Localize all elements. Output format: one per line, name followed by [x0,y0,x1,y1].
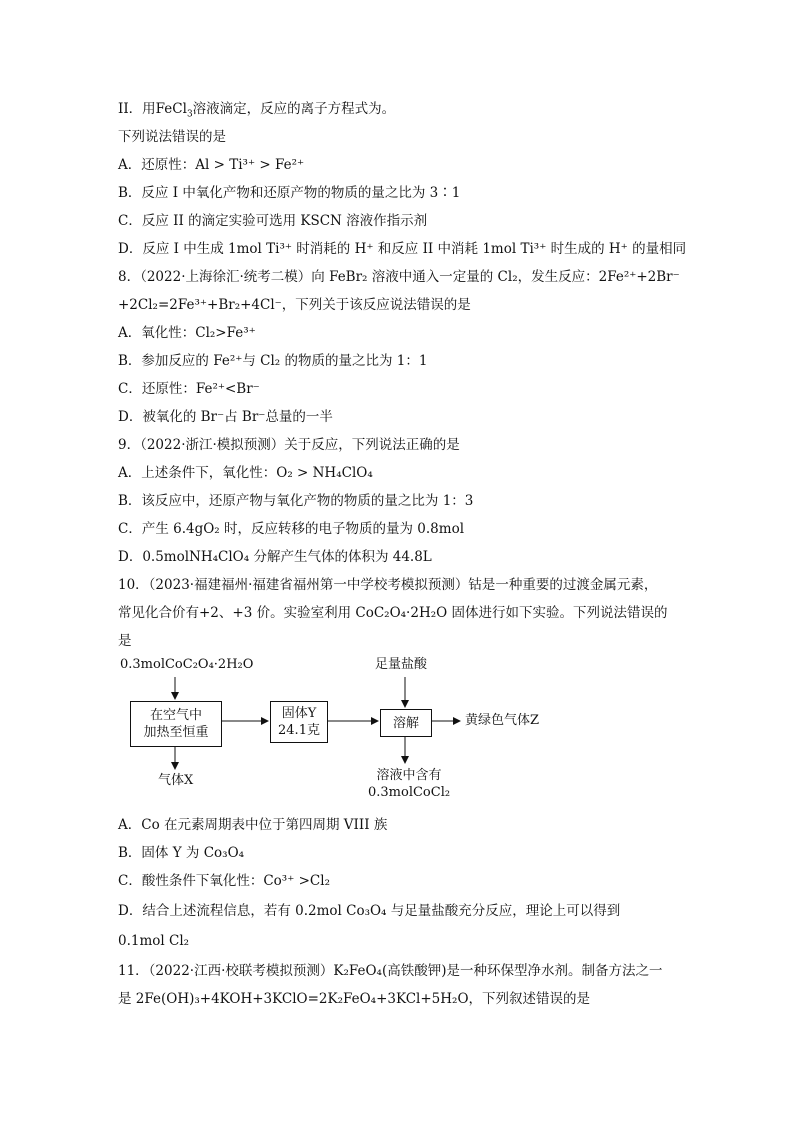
text-line: D．被氧化的 Br⁻占 Br⁻总量的一半 [118,409,333,425]
text-line: 8．（2022·上海徐汇·统考二模）向 FeBr₂ 溶液中通入一定量的 Cl₂，发生反应：2Fe²⁺+2Br⁻ [118,269,680,285]
text-line: +2Cl₂=2Fe³⁺+Br₂+4Cl⁻，下列关于该反应说法错误的是 [118,297,471,313]
text-line: A．Co 在元素周期表中位于第四周期 VIII 族 [118,817,388,833]
text-line: 9．（2022·浙江·模拟预测）关于反应，下列说法正确的是 [118,437,460,453]
flow-acid-label: 足量盐酸 [375,657,428,672]
text-line: II．用FeCl$_3$溶液滴定，反应的离子方程式为。 [118,101,396,120]
flow-gas-x-label: 气体X [158,773,194,788]
text-line: D．0.5molNH₄ClO₄ 分解产生气体的体积为 44.8L [118,549,432,565]
flow-box-solid-y: 固体Y 24.1克 [270,701,328,743]
text-line: 是 2Fe(OH)₃+4KOH+3KClO=2K₂FeO₄+3KCl+5H₂O，下列叙述错误的是 [118,991,591,1007]
text-line: B．反应 I 中氧化产物和还原产物的物质的量之比为 3∶1 [118,185,461,201]
text-line: A．上述条件下，氧化性：O₂ > NH₄ClO₄ [118,465,373,481]
text-line: 11．（2022·江西·校联考模拟预测）K₂FeO₄(高铁酸钾)是一种环保型净水剂。制备方法之一 [118,963,663,979]
flow-solution-label: 溶液中含有 0.3molCoCl₂ [368,768,451,800]
flow-gas-z-label: 黄绿色气体Z [465,713,540,728]
text-line: B．参加反应的 Fe²⁺与 Cl₂ 的物质的量之比为 1：1 [118,353,428,369]
text-line: 是 [118,633,132,649]
text-line: A．还原性：Al > Ti³⁺ > Fe²⁺ [118,157,305,173]
text-line: C．酸性条件下氧化性：Co³⁺ >Cl₂ [118,873,330,889]
text-line: D．反应 I 中生成 1mol Ti³⁺ 时消耗的 H⁺ 和反应 II 中消耗 1mol Ti³⁺ 时生成的 H⁺ 的量相同 [118,241,687,257]
text-line: B．固体 Y 为 Co₃O₄ [118,845,245,861]
text-line: C．反应 II 的滴定实验可选用 KSCN 溶液作指示剂 [118,213,428,229]
text-line: 常见化合价有+2、+3 价。实验室利用 CoC₂O₄·2H₂O 固体进行如下实验。下列说法错误的 [118,605,668,621]
text-line: 10．（2023·福建福州·福建省福州第一中学校考模拟预测）钴是一种重要的过渡金属元素， [118,577,658,593]
text-line: A．氧化性：Cl₂>Fe³⁺ [118,325,256,341]
flow-box-heating: 在空气中 加热至恒重 [130,701,222,747]
text-line: C．还原性：Fe²⁺<Br⁻ [118,381,260,397]
flow-box-dissolve: 溶解 [380,709,432,737]
text-line: 下列说法错误的是 [118,129,226,145]
text-line: D．结合上述流程信息，若有 0.2mol Co₃O₄ 与足量盐酸充分反应，理论上可以得到 [118,903,621,919]
text-line: C．产生 6.4gO₂ 时，反应转移的电子物质的量为 0.8mol [118,521,465,537]
text-line: B．该反应中，还原产物与氧化产物的物质的量之比为 1：3 [118,493,474,509]
text-line: 0.1mol Cl₂ [118,933,190,949]
flow-start-label: 0.3molCoC₂O₄·2H₂O [120,657,254,672]
flowchart [120,655,620,805]
